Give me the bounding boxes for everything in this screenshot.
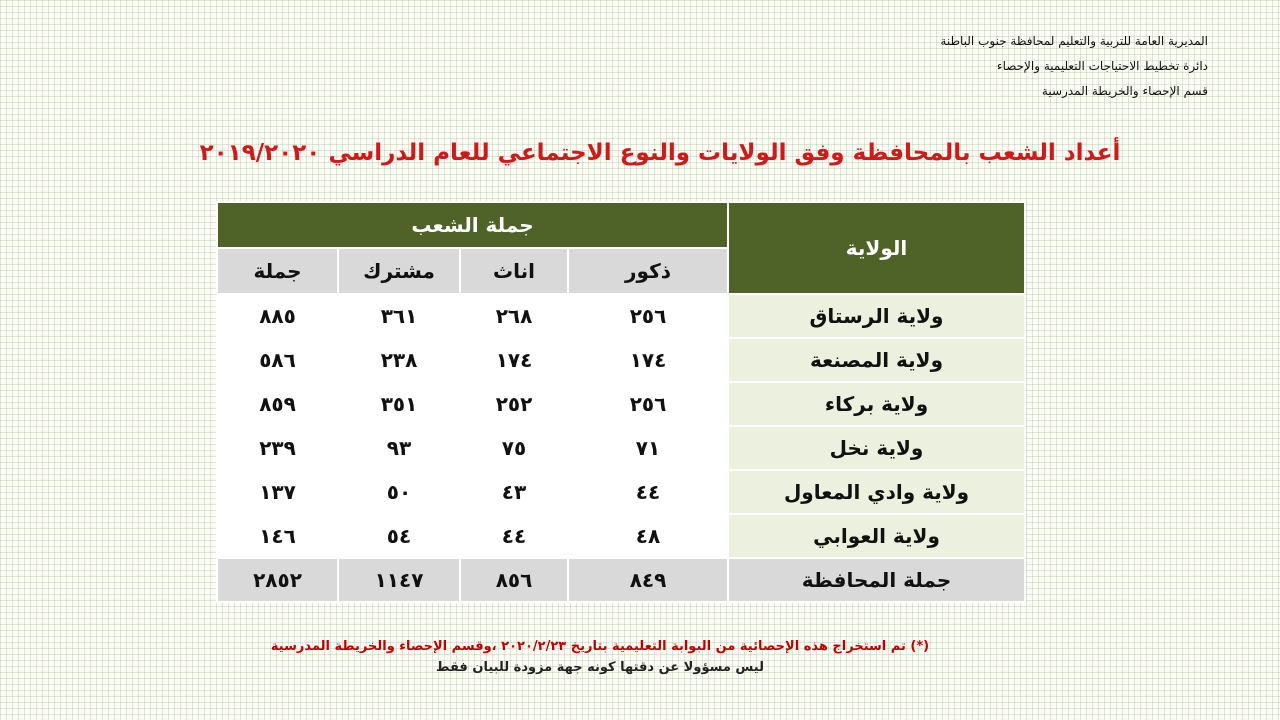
- wilaya-name: ولاية نخل: [728, 426, 1025, 470]
- header-directorate: المديرية العامة للتربية والتعليم لمحافظة جنوب الباطنة: [940, 34, 1208, 48]
- group-header: جملة الشعب: [217, 202, 728, 248]
- wilaya-name: ولاية المصنعة: [728, 338, 1025, 382]
- wilaya-name: ولاية الرستاق: [728, 294, 1025, 338]
- mixed-count: ٥٠: [338, 470, 460, 514]
- col-male-header: ذكور: [568, 248, 728, 294]
- col-mixed-header: مشترك: [338, 248, 460, 294]
- mixed-count: ٥٤: [338, 514, 460, 558]
- footnote-source: (*) تم استخراج هذه الإحصائية من البوابة التعليمية بتاريخ ٢٠٢٠/٢/٢٣ ،وقسم الإحصاء والخريطة المدرسية: [270, 639, 930, 654]
- female-count: ٢٦٨: [460, 294, 568, 338]
- female-count: ١٧٤: [460, 338, 568, 382]
- governorate-total-row: [217, 558, 1025, 602]
- table-row: [217, 294, 1025, 338]
- wilaya-name: ولاية بركاء: [728, 382, 1025, 426]
- female-count: ٧٥: [460, 426, 568, 470]
- female-count: ٢٥٢: [460, 382, 568, 426]
- wilaya-name: ولاية وادي المعاول: [728, 470, 1025, 514]
- table-row: [217, 338, 1025, 382]
- female-count: ٤٤: [460, 514, 568, 558]
- footnote-disclaimer: ليس مسؤولا عن دقتها كونه جهة مزودة للبيان فقط: [436, 660, 764, 675]
- col-total-header: جملة: [217, 248, 338, 294]
- col-female-header: اناث: [460, 248, 568, 294]
- female-total: ٨٥٦: [460, 558, 568, 602]
- male-count: ٧١: [568, 426, 728, 470]
- total-count: ١٣٧: [217, 470, 338, 514]
- header-section: قسم الإحصاء والخريطة المدرسية: [1041, 84, 1208, 98]
- total-count: ١٤٦: [217, 514, 338, 558]
- mixed-count: ٣٦١: [338, 294, 460, 338]
- total-count: ٨٨٥: [217, 294, 338, 338]
- mixed-count: ٩٣: [338, 426, 460, 470]
- total-count: ٨٥٩: [217, 382, 338, 426]
- male-total: ٨٤٩: [568, 558, 728, 602]
- mixed-count: ٢٣٨: [338, 338, 460, 382]
- male-count: ٤٤: [568, 470, 728, 514]
- page-title: أعداد الشعب بالمحافظة وفق الولايات والنوع الاجتماعي للعام الدراسي ٢٠١٩/٢٠٢٠: [199, 140, 1121, 166]
- total-count: ٥٨٦: [217, 338, 338, 382]
- footnote: [250, 636, 950, 678]
- header-department: دائرة تخطيط الاحتياجات التعليمية والإحصاء: [996, 59, 1208, 73]
- sections-table: [216, 201, 1026, 603]
- wilaya-header: الولاية: [728, 202, 1025, 294]
- male-count: ٢٥٦: [568, 382, 728, 426]
- wilaya-name: ولاية العوابي: [728, 514, 1025, 558]
- table-row: [217, 470, 1025, 514]
- male-count: ٢٥٦: [568, 294, 728, 338]
- mixed-total: ١١٤٧: [338, 558, 460, 602]
- total-label: جملة المحافظة: [728, 558, 1025, 602]
- table-row: [217, 382, 1025, 426]
- mixed-count: ٣٥١: [338, 382, 460, 426]
- male-count: ٤٨: [568, 514, 728, 558]
- grand-total: ٢٨٥٢: [217, 558, 338, 602]
- male-count: ١٧٤: [568, 338, 728, 382]
- total-count: ٢٣٩: [217, 426, 338, 470]
- document-header: [788, 30, 1208, 105]
- female-count: ٤٣: [460, 470, 568, 514]
- table-row: [217, 426, 1025, 470]
- table-row: [217, 514, 1025, 558]
